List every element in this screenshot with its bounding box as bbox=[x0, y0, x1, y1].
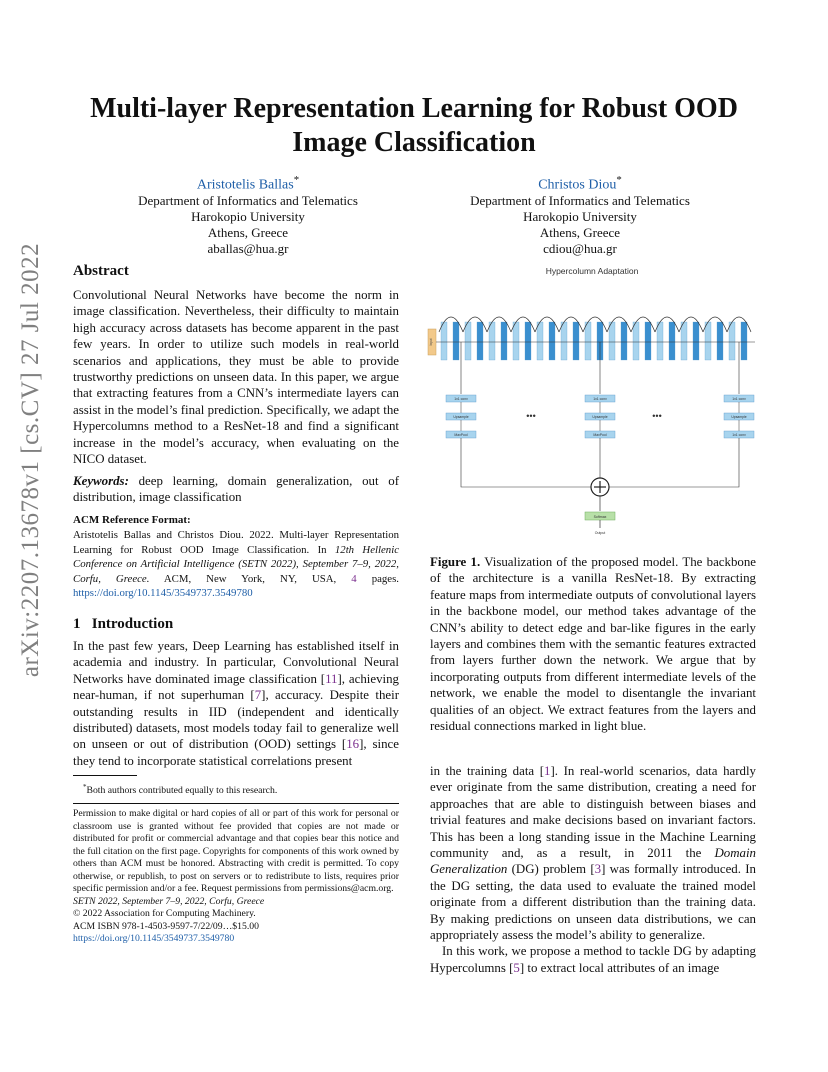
figure-caption-label: Figure 1. bbox=[430, 555, 481, 569]
intro-text: ], achieving near-human, if not superhuman [ bbox=[73, 671, 399, 703]
ellipsis-right: ••• bbox=[652, 411, 662, 421]
backbone-layer-block bbox=[465, 322, 471, 360]
backbone-layer-block bbox=[585, 322, 591, 360]
intro-left-text bbox=[73, 638, 399, 769]
acm-reference-authors: Aristotelis Ballas and Christos Diou. 2022. Multi-layer Representation Learning for Robust OOD Image Classification. In bbox=[73, 529, 399, 556]
footnote-text: Both authors contributed equally to this research. bbox=[86, 785, 278, 797]
keywords-label: Keywords: bbox=[73, 474, 129, 488]
author-name-1[interactable]: Aristotelis Ballas bbox=[196, 177, 294, 193]
backbone-layer-block bbox=[705, 322, 711, 360]
figure-title: Hypercolumn Adaptation bbox=[545, 266, 639, 276]
backbone-layer-block bbox=[561, 322, 567, 360]
citation-link[interactable]: 7 bbox=[254, 688, 262, 703]
branch-to-sum bbox=[461, 438, 591, 487]
intro-text: In this work, we propose a method to tackle DG by adapting Hypercolumns [ bbox=[430, 944, 756, 975]
intro-text: ] to extract local attributes of an image bbox=[519, 960, 720, 975]
footnote bbox=[73, 781, 399, 797]
permission-block bbox=[73, 808, 399, 946]
output-label: Output bbox=[594, 531, 606, 535]
backbone-layer-block bbox=[537, 322, 543, 360]
ellipsis-left: ••• bbox=[526, 411, 536, 421]
upsample-block-label: Upsample bbox=[453, 415, 469, 419]
permission-doi-link[interactable]: https://doi.org/10.1145/3549737.3549780 bbox=[73, 933, 235, 944]
backbone-layers bbox=[436, 322, 755, 360]
citation-link[interactable]: 5 bbox=[513, 960, 520, 975]
author-city-1: Athens, Greece bbox=[207, 225, 289, 241]
author-block-1 bbox=[88, 172, 408, 257]
backbone-layer-block bbox=[693, 322, 699, 360]
abstract-heading: Abstract bbox=[73, 263, 129, 279]
citation-link[interactable]: 3 bbox=[594, 862, 602, 877]
backbone-layer-block bbox=[549, 322, 555, 360]
acm-reference-venue: 12th Hellenic Conference on Artificial Intelligence (SETN 2022), September 7–9, 2022, Corfu, Greece. bbox=[73, 543, 399, 585]
keywords-text: deep learning, domain generalization, out of distribution, image classification bbox=[73, 474, 399, 505]
citation-link[interactable]: 11 bbox=[325, 671, 338, 686]
backbone-layer-block bbox=[525, 322, 531, 360]
paper-title bbox=[60, 92, 768, 160]
branch-to-sum bbox=[609, 438, 739, 487]
maxpool-block-label: MaxPool bbox=[593, 433, 607, 437]
keywords bbox=[73, 473, 399, 506]
backbone-layer-block bbox=[657, 322, 663, 360]
author-dept-2: Department of Informatics and Telematics bbox=[470, 193, 690, 209]
citation-link[interactable]: 16 bbox=[346, 737, 360, 752]
intro-text: ] was formally introduced. In the DG setting, the data used to evaluate the trained model originate from a different distribution than the training data. By making predictions on unseen data distributions, we can appropriately assess the model’s ability to generalize. bbox=[430, 862, 756, 943]
permission-copyright: © 2022 Association for Computing Machinery. bbox=[73, 908, 256, 919]
intro-text: (DG) problem [ bbox=[507, 862, 595, 877]
abstract-paragraph: Convolutional Neural Networks have become the norm in image classification. Nevertheless, their difficulty to maintain high accuracy across datasets has become apparent in the past few years. In order to utilize such models in real-world scenarios and applications, they must be able to provide trustworthy predictions on unseen data. In this paper, we argue that extracting features from a CNN’s intermediate layers can assist in the model’s final prediction. Specifically, we adapt the Hypercolumns method to a ResNet-18 and find a significant increase in the model’s accuracy, when evaluating on the NICO dataset. bbox=[73, 288, 399, 467]
backbone-layer-block bbox=[729, 322, 735, 360]
backbone-layer-block bbox=[441, 322, 447, 360]
arxiv-stamp bbox=[14, 160, 48, 760]
abstract-text bbox=[73, 287, 399, 467]
backbone-layer-block bbox=[609, 322, 615, 360]
dg-term: Domain Generalization bbox=[430, 846, 756, 877]
backbone-layer-block bbox=[717, 322, 723, 360]
author-mark-2: * bbox=[616, 174, 622, 186]
acm-reference-pages: pages. bbox=[356, 572, 399, 585]
footnote-rule bbox=[73, 775, 137, 776]
intro-right-text bbox=[430, 763, 756, 976]
backbone-layer-block bbox=[453, 322, 459, 360]
intro-text: ]. In real-world scenarios, data hardly ever originate from the same distribution, creating a need for approaches that are able to distinguish between biases and trivial features and make decisions based on invariant factors. This has been a long standing issue in the Machine Learning community and, as a result, in 2011 the bbox=[430, 764, 756, 861]
backbone-layer-block bbox=[681, 322, 687, 360]
backbone-layer-block bbox=[489, 322, 495, 360]
backbone-layer-block bbox=[669, 322, 675, 360]
author-dept-1: Department of Informatics and Telematics bbox=[138, 193, 358, 209]
backbone-layer-block bbox=[633, 322, 639, 360]
citation-link[interactable]: 1 bbox=[544, 764, 551, 778]
backbone-layer-block bbox=[513, 322, 519, 360]
residual-arcs bbox=[439, 317, 751, 332]
intro-number: 1 bbox=[73, 616, 81, 632]
acm-reference-pages-link[interactable]: 4 bbox=[351, 572, 357, 585]
author-city-2: Athens, Greece bbox=[539, 225, 621, 241]
author-email-1: aballas@hua.gr bbox=[207, 241, 289, 257]
figure-caption-text: Visualization of the proposed model. The backbone of the architecture is a vanilla ResNet-18. By extracting feature maps from intermediate outputs of convolutional layers in the backbone model, our method takes advantage of the CNN’s ability to detect edge and bar-like figures in the early layers and combines them with the semantic features extracted from layers further down the network. We argue that by incorporating outputs from different intermediate levels of the network, we enable the model to disentangle the invariant qualities of an object. We extract features from the layers and residual connections marked in light blue. bbox=[430, 555, 757, 734]
backbone-layer-block bbox=[573, 322, 579, 360]
upsample-block-label: Upsample bbox=[592, 415, 608, 419]
backbone-layer-block bbox=[501, 322, 507, 360]
backbone-layer-block bbox=[645, 322, 651, 360]
intro-text: in the training data [ bbox=[430, 764, 545, 778]
arxiv-stamp-text: arXiv:2207.13678v1 [cs.CV] 27 Jul 2022 bbox=[17, 242, 44, 678]
backbone-layer-block bbox=[741, 322, 747, 360]
backbone-layer-block bbox=[621, 322, 627, 360]
softmax-label: Softmax bbox=[593, 515, 607, 519]
author-mark-1: * bbox=[293, 174, 300, 186]
author-email-2: cdiou@hua.gr bbox=[543, 241, 617, 257]
paper-title-line2: Image Classification bbox=[292, 127, 536, 158]
permission-isbn: ACM ISBN 978-1-4503-9597-7/22/09…$15.00 bbox=[73, 920, 259, 932]
author-name-2[interactable]: Christos Diou bbox=[538, 177, 617, 193]
permission-rule bbox=[73, 803, 399, 804]
intro-title: Introduction bbox=[91, 616, 174, 632]
conv-block-label: 1x1 conv bbox=[732, 397, 746, 401]
paper-title-line1: Multi-layer Representation Learning for Robust OOD bbox=[90, 93, 738, 124]
author-univ-1: Harokopio University bbox=[191, 209, 305, 225]
feature-branches bbox=[446, 342, 754, 487]
author-block-2 bbox=[420, 172, 740, 257]
acm-reference-heading: ACM Reference Format: bbox=[73, 514, 191, 526]
acm-reference-text bbox=[73, 528, 399, 601]
maxpool-block-label: MaxPool bbox=[454, 433, 468, 437]
author-univ-2: Harokopio University bbox=[523, 209, 637, 225]
conv-block-label: 1x1 conv bbox=[732, 433, 746, 437]
footnote-mark: * bbox=[83, 783, 87, 791]
acm-reference-publisher: ACM, New York, NY, USA, bbox=[149, 572, 352, 585]
figure-caption bbox=[430, 554, 756, 734]
acm-reference-doi-link[interactable]: https://doi.org/10.1145/3549737.3549780 bbox=[73, 587, 253, 599]
permission-venue: SETN 2022, September 7–9, 2022, Corfu, Greece bbox=[73, 895, 265, 907]
upsample-block-label: Upsample bbox=[731, 415, 747, 419]
conv-block-label: 1x1 conv bbox=[454, 397, 468, 401]
input-label: Input bbox=[429, 338, 433, 346]
intro-text: ], since they tend to incorporate statistical correlations present bbox=[73, 737, 399, 768]
architecture-figure bbox=[425, 262, 760, 552]
intro-text: ], accuracy. Despite their outstanding results in IID (independent and identically distributed) datasets, most models today fail to generalize well on unseen or out of distribution (OOD) settings [ bbox=[73, 688, 399, 752]
intro-text: In the past few years, Deep Learning has established itself in academia and industry. In particular, Convolutional Neural Networks have dominated image classification [ bbox=[73, 639, 399, 686]
conv-block-label: 1x1 conv bbox=[593, 397, 607, 401]
intro-heading bbox=[73, 616, 173, 633]
backbone-layer-block bbox=[477, 322, 483, 360]
permission-text: Permission to make digital or hard copies of all or part of this work for personal or classroom use is granted without fee provided that copies are not made or distributed for profit or commercial advantage and that copies bear this notice and the full citation on the first page. Copyrights for components of this work owned by others than ACM must be honored. Abstracting with credit is permitted. To copy otherwise, or republish, to post on servers or to redistribute to lists, requires prior specific permission and/or a fee. Request permissions from permissions@acm.org. bbox=[73, 808, 399, 894]
